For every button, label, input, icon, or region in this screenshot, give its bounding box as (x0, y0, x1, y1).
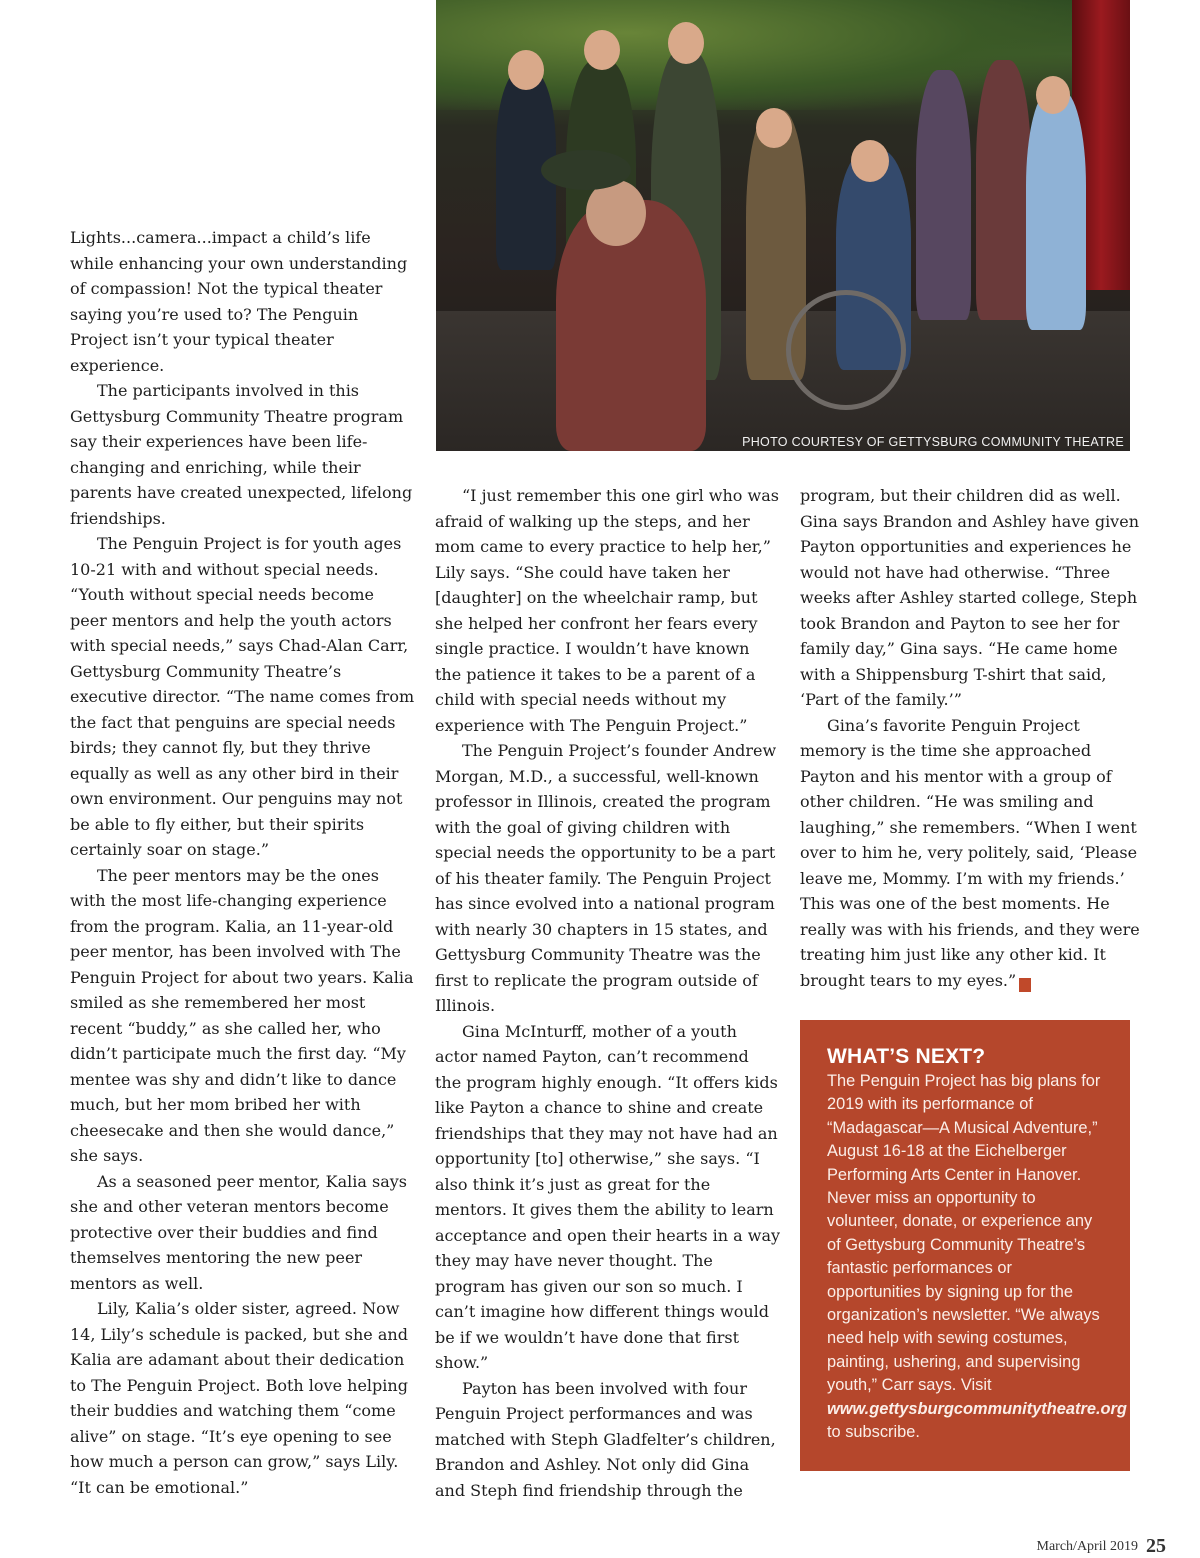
photo-credit: PHOTO COURTESY OF GETTYSBURG COMMUNITY THEATRE (742, 435, 1124, 449)
paragraph-text: Gina’s favorite Penguin Project memory is the time she approached Payton and his mentor with a group of other children. “He was smiling and laughing,” she remembers. “When I went over to him he, very politely, said, ‘Please leave me, Mommy. I’m with my friends.’ This was one of the best moments. He really was with his friends, and they were treating him just like any other kid. It brought tears to my eyes.” (800, 715, 1140, 990)
paragraph (800, 713, 1145, 994)
paragraph: Gina McInturff, mother of a youth actor named Payton, can’t recommend the program highly enough. “It offers kids like Payton a chance to shine and create friendships that they may not have had an opportunity [to] otherwise,” she says. “I also think it’s just as great for the mentors. It gives them the ability to learn acceptance and open their hearts in a way they may have never thought. The program has given our son so much. I can’t imagine how different things would be if we wouldn’t have done that first show.” (435, 1021, 781, 1372)
paragraph: Payton has been involved with four Penguin Project performances and was matched with Steph Gladfelter’s children, Brandon and Ashley. Not only did Gina and Steph find friendship through the (435, 1378, 776, 1500)
paragraph: Lights...camera...impact a child’s life while enhancing your own understanding of compassion! Not the typical theater saying you’re used to? The Penguin Project isn’t your typical theater experience. (70, 228, 408, 375)
paragraph: Lily, Kalia’s older sister, agreed. Now 14, Lily’s schedule is packed, but she and Kalia are adamant about their dedication to The Penguin Project. Both love helping their buddies and watching them “come alive” on stage. “It’s eye opening to see how much a person can grow,” says Lily. “It can be emotional.” (70, 1299, 408, 1497)
paragraph: The Penguin Project’s founder Andrew Morgan, M.D., a successful, well-known professor in Illinois, created the program with the goal of giving children with special needs the opportunity to be a part of his theater family. The Penguin Project has since evolved into a national program with nearly 30 chapters in 15 states, and Gettysburg Community Theatre was the first to replicate the program outside of Illinois. (435, 741, 777, 1015)
issue-date: March/April 2019 (1036, 1539, 1138, 1554)
sidebar-text: The Penguin Project has big plans for 2019 with its performance of “Madagascar—A Musical Adventure,” August 16-18 at the Eichelberger Performing Arts Center in Hanover. Never miss an opportunity to volunteer, donate, or experience any of Gettysburg Community Theatre’s fantastic performances or opportunities by signing up for the organization’s newsletter. “We always need help with sewing costumes, painting, ushering, and supervising youth,” Carr says. Visit (827, 1072, 1101, 1395)
article-column-1 (70, 225, 415, 1500)
paragraph: “I just remember this one girl who was afraid of walking up the steps, and her mom came to every practice to help her,” Lily says. “She could have taken her [daughter] on the wheelchair ramp, but she helped her confront her fears every single practice. I wouldn’t have known the patience it takes to be a parent of a child with special needs without my experience with The Penguin Project.” (435, 486, 779, 735)
page-footer (1037, 1535, 1166, 1558)
sidebar-tail: to subscribe. (827, 1423, 920, 1442)
paragraph: The Penguin Project is for youth ages 10-21 with and without special needs. “Youth without special needs become peer mentors and help the youth actors with special needs,” says Chad-Alan Carr, Gettysburg Community Theatre’s executive director. “The name comes from the fact that penguins are special needs birds; they cannot fly, but they thrive equally as well as any other bird in their own environment. Our penguins may not be able to fly either, but their spirits certainly soar on stage.” (70, 534, 415, 859)
paragraph: program, but their children did as well. Gina says Brandon and Ashley have given Payton opportunities and experiences he would not have had otherwise. “Three weeks after Ashley started college, Steph took Brandon and Payton to see her for family day,” Gina says. “He came home with a Shippensburg T-shirt that said, ‘Part of the family.’” (800, 486, 1139, 709)
article-column-3 (800, 483, 1145, 993)
website-link[interactable]: www.gettysburgcommunitytheatre.org (827, 1399, 1127, 1418)
paragraph: As a seasoned peer mentor, Kalia says she and other veteran mentors become protective over their buddies and find themselves mentoring the new peer mentors as well. (70, 1171, 407, 1293)
page-number: 25 (1146, 1535, 1166, 1557)
paragraph: The participants involved in this Gettysburg Community Theatre program say their experiences have been life-changing and enriching, while their parents have created unexpected, lifelong friendships. (70, 381, 413, 528)
sidebar-heading: WHAT’S NEXT? (827, 1045, 986, 1068)
article-column-2 (435, 483, 780, 1503)
sidebar-body (827, 1070, 1127, 1445)
end-mark-icon: G (1019, 978, 1031, 992)
paragraph: The peer mentors may be the ones with the most life-changing experience from the program. Kalia, an 11-year-old peer mentor, has been involved with The Penguin Project for about two years. Kalia smiled as she remembered her most recent “buddy,” as she called her, who didn’t participate much the first day. “My mentee was shy and didn’t like to dance much, but her mom bribed her with cheesecake and then she would dance,” she says. (70, 865, 414, 1165)
whats-next-sidebar (800, 1020, 1130, 1471)
cast-photo (436, 0, 1130, 451)
